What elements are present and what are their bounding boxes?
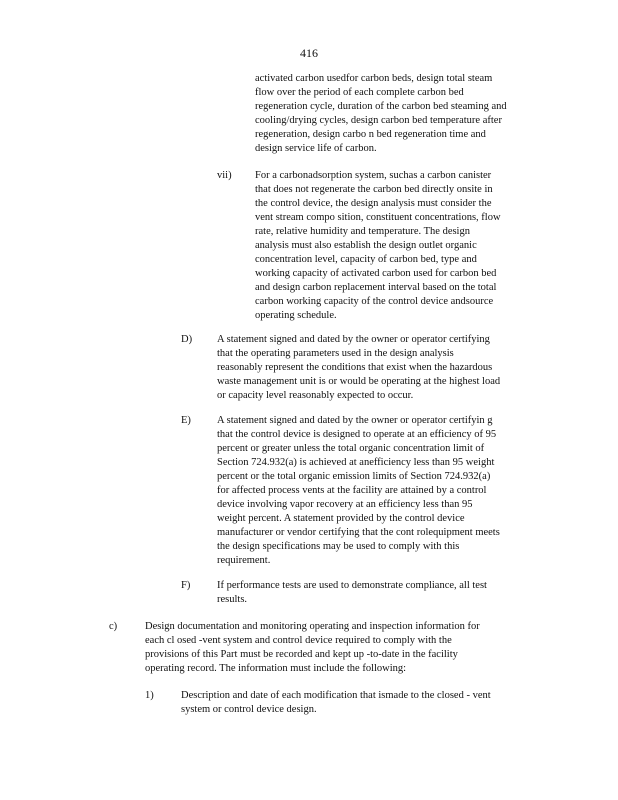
text-line: each cl osed -vent system and control device required to comply with the: [145, 635, 452, 646]
text-line: percent or greater unless the total organic concentration limit of: [217, 443, 485, 454]
text-line: percent or the total organic emission limits of Section 724.932(a): [217, 471, 491, 482]
item-label-vii: vii): [217, 170, 232, 181]
text-line: cooling/drying cycles, design carbon bed temperature after: [255, 115, 502, 126]
item-label-1: 1): [145, 690, 154, 701]
text-line: Section 724.932(a) is achieved at anefficiency less than 95 weight: [217, 457, 495, 468]
text-line: weight percent. A statement provided by the control device: [217, 513, 465, 524]
text-line: operating record. The information must include the following:: [145, 663, 407, 674]
item-1-paragraph: [181, 689, 551, 717]
text-line: Design documentation and monitoring operating and inspection information for: [145, 621, 480, 632]
text-line: provisions of this Part must be recorded and kept up -to-date in the facility: [145, 649, 458, 660]
text-line: or capacity level reasonably expected to occur.: [217, 390, 414, 401]
text-line: reasonably represent the conditions that exist when the hazardous: [217, 362, 493, 373]
text-line: regeneration, design carbo n bed regeneration time and: [255, 129, 486, 140]
text-line: the control device, the design analysis must consider the: [255, 198, 492, 209]
item-vii-paragraph: [255, 169, 545, 323]
text-line: waste management unit is or would be operating at the highest load: [217, 376, 501, 387]
text-line: rate, relative humidity and temperature. The design: [255, 226, 470, 237]
text-line: A statement signed and dated by the owner or operator certifying: [217, 334, 490, 345]
text-line: that the operating parameters used in the design analysis: [217, 348, 454, 359]
text-line: activated carbon usedfor carbon beds, design total steam: [255, 73, 493, 84]
item-label-E: E): [181, 415, 191, 426]
text-line: for affected process vents at the facility are attained by a control: [217, 485, 487, 496]
text-line: working capacity of activated carbon used for carbon bed: [255, 268, 497, 279]
item-F-paragraph: [217, 579, 547, 607]
text-line: and design carbon replacement interval based on the total: [255, 282, 497, 293]
text-line: carbon working capacity of the control device andsource: [255, 296, 494, 307]
text-line: A statement signed and dated by the owner or operator certifyin g: [217, 415, 493, 426]
text-line: operating schedule.: [255, 310, 337, 321]
item-E-paragraph: [217, 414, 547, 568]
text-line: vent stream compo sition, constituent concentrations, flow: [255, 212, 501, 223]
text-line: Description and date of each modification that ismade to the closed - vent: [181, 690, 491, 701]
text-line: results.: [217, 594, 248, 605]
item-label-F: F): [181, 580, 191, 591]
text-line: device involving vapor recovery at an efficiency less than 95: [217, 499, 473, 510]
text-line: that the control device is designed to operate at an efficiency of 95: [217, 429, 497, 440]
item-c-paragraph: [145, 620, 545, 676]
text-line: system or control device design.: [181, 704, 317, 715]
continuation-paragraph: [255, 72, 545, 156]
text-line: flow over the period of each complete carbon bed: [255, 87, 464, 98]
text-line: analysis must also establish the design outlet organic: [255, 240, 477, 251]
text-line: concentration level, capacity of carbon bed, type and: [255, 254, 477, 265]
item-D-paragraph: [217, 333, 547, 403]
text-line: manufacturer or vendor certifying that the cont rolequipment meets: [217, 527, 500, 538]
text-line: For a carbonadsorption system, suchas a carbon canister: [255, 170, 492, 181]
text-line: design service life of carbon.: [255, 143, 377, 154]
text-line: If performance tests are used to demonstrate compliance, all test: [217, 580, 487, 591]
page-number: 416: [300, 46, 318, 60]
text-line: regeneration cycle, duration of the carbon bed steaming and: [255, 101, 507, 112]
text-line: requirement.: [217, 555, 271, 566]
text-line: that does not regenerate the carbon bed directly onsite in: [255, 184, 493, 195]
item-label-c: c): [109, 621, 118, 632]
text-line: the design specifications may be used to comply with this: [217, 541, 460, 552]
item-label-D: D): [181, 334, 193, 345]
